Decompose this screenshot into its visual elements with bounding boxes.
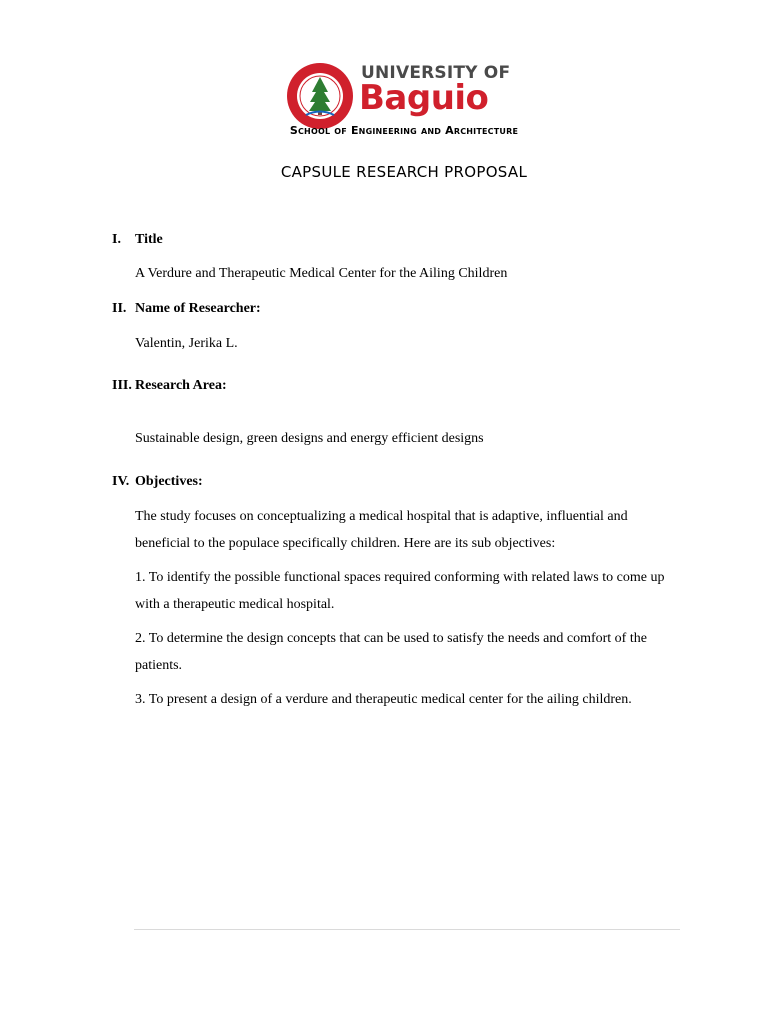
document-header [0, 0, 768, 200]
section-content: A Verdure and Therapeutic Medical Center for the Ailing Children [135, 266, 508, 281]
school-name: School of Engineering and Architecture [289, 124, 519, 137]
section-number: III. [112, 378, 132, 393]
section-title: Research Area: [135, 378, 227, 393]
section-title: Title [135, 232, 163, 247]
section-title: Objectives: [135, 474, 203, 489]
objectives-intro: The study focuses on conceptualizing a medical hospital that is adaptive, influential and beneficial to the populace specifically children. Here are its sub objectives: [135, 509, 628, 551]
section-title: Name of Researcher: [135, 301, 261, 316]
footer-divider [134, 929, 680, 930]
objective-item: 1. To identify the possible functional spaces required conforming with related laws to come up with a therapeutic medical hospital. [135, 570, 665, 612]
section-content: Sustainable design, green designs and energy efficient designs [135, 431, 484, 446]
university-name-line2: Baguio [359, 78, 489, 118]
section-number: IV. [112, 474, 130, 489]
section-number: I. [112, 232, 121, 247]
objective-item: 3. To present a design of a verdure and therapeutic medical center for the ailing children. [135, 692, 632, 707]
university-name-line1: UNIVERSITY OF [361, 63, 511, 83]
university-seal-icon [286, 62, 354, 130]
section-content: Valentin, Jerika L. [135, 336, 238, 351]
section-number: II. [112, 301, 127, 316]
objective-item: 2. To determine the design concepts that can be used to satisfy the needs and comfort of the patients. [135, 631, 647, 673]
document-title: CAPSULE RESEARCH PROPOSAL [280, 163, 528, 181]
